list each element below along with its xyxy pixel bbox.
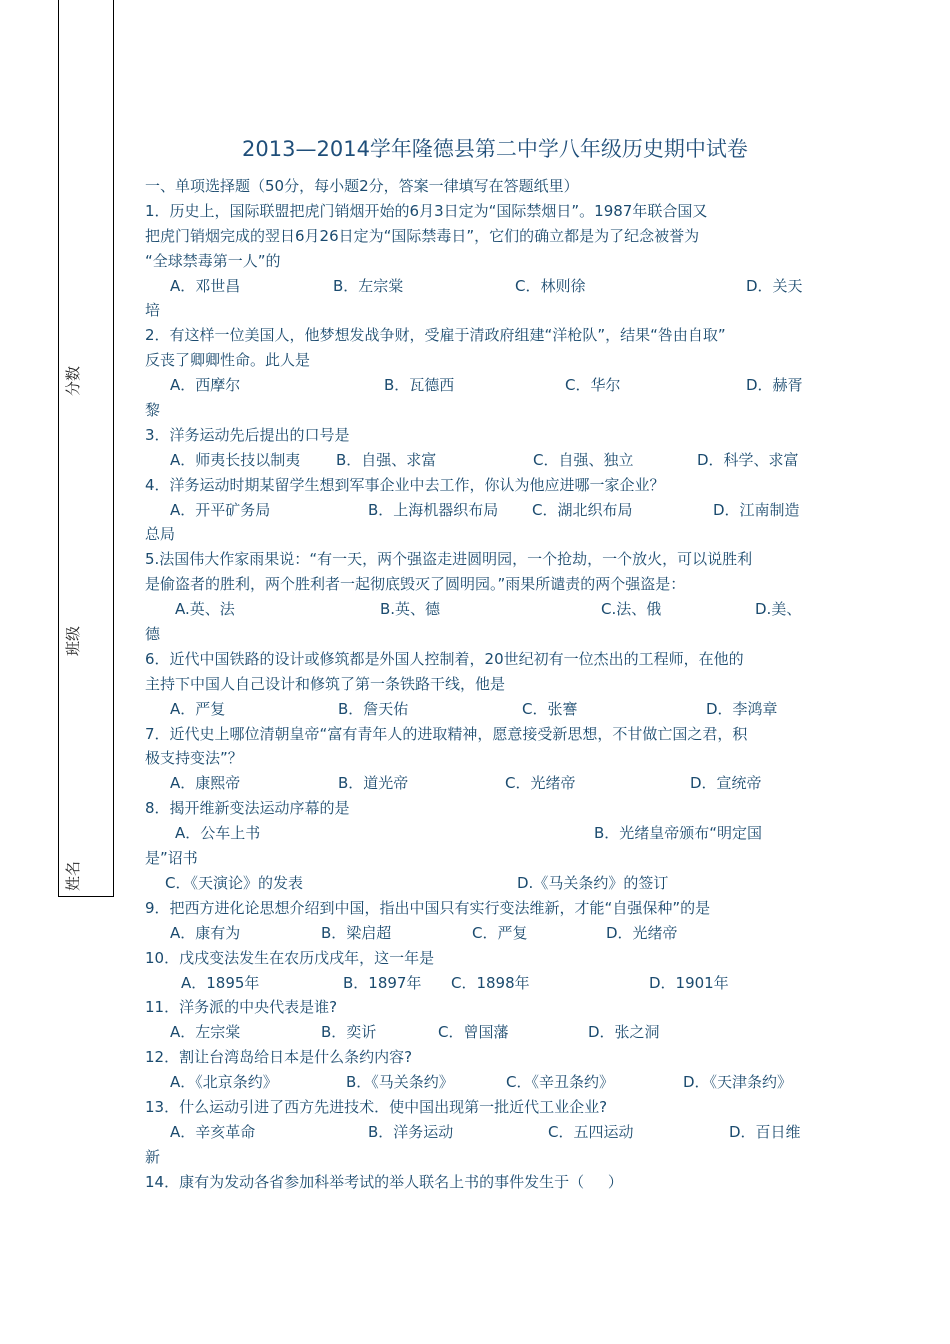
- question-2-options: [145, 373, 810, 398]
- question-6-line-1: 6．近代中国铁路的设计或修筑都是外国人控制着，20世纪初有一位杰出的工程师，在他的: [145, 649, 744, 668]
- option-b: B．自强、求富: [336, 450, 437, 469]
- question-8-options-row-1: [145, 821, 810, 846]
- option-d: D.美、: [755, 600, 802, 619]
- option-d: D．江南制造: [713, 500, 800, 519]
- option-a: A．左宗棠: [170, 1023, 241, 1042]
- option-b: B．左宗棠: [333, 276, 404, 295]
- option-a: A．邓世昌: [170, 276, 241, 295]
- question-8-option-wrap: 是”诏书: [145, 849, 198, 868]
- question-11-line-1: 11．洋务派的中央代表是谁?: [145, 998, 338, 1017]
- question-3-options: [145, 448, 810, 473]
- question-8-line-1: 8．揭开维新变法运动序幕的是: [145, 799, 350, 818]
- option-a: A．辛亥革命: [170, 1122, 256, 1141]
- option-d: D．关天: [746, 276, 803, 295]
- option-c: C．1898年: [451, 973, 530, 992]
- option-d: D．《天津条约》: [683, 1073, 793, 1092]
- question-1-line-2: 把虎门销烟完成的翌日6月26日定为“国际禁毒日”，它们的确立都是为了纪念被誉为: [145, 226, 700, 245]
- option-a: A．西摩尔: [170, 376, 241, 395]
- exam-content: [145, 174, 810, 1195]
- question-5-options: [145, 597, 810, 622]
- question-13-option-wrap: 新: [145, 1147, 161, 1166]
- option-d: D．宣统帝: [690, 774, 762, 793]
- question-4-option-wrap: 总局: [145, 525, 176, 544]
- option-c: C．五四运动: [548, 1122, 634, 1141]
- option-c: C．张謇: [522, 699, 578, 718]
- question-9-line-1: 9．把西方进化论思想介绍到中国，指出中国只有实行变法维新，才能“自强保种”的是: [145, 898, 711, 917]
- option-a: A．康有为: [170, 923, 241, 942]
- question-4-line-1: 4．洋务运动时期某留学生想到军事企业中去工作，你认为他应进哪一家企业？: [145, 475, 665, 494]
- question-2-line-1: 2．有这样一位美国人，他梦想发战争财，受雇于清政府组建“洋枪队”，结果“咎由自取”: [145, 326, 726, 345]
- option-a: A．师夷长技以制夷: [170, 450, 301, 469]
- question-10-options: [145, 971, 810, 996]
- option-c: C．光绪帝: [505, 774, 576, 793]
- question-6-options: [145, 697, 810, 722]
- option-d: D．百日维: [729, 1122, 801, 1141]
- option-c: C.法、俄: [601, 600, 662, 619]
- option-b: B．光绪皇帝颁布“明定国: [594, 824, 763, 843]
- option-b: B．上海机器织布局: [368, 500, 499, 519]
- option-a: A．《北京条约》: [170, 1073, 278, 1092]
- exam-title: 2013—2014学年隆德县第二中学八年级历史期中试卷: [242, 137, 748, 161]
- option-b: B．瓦德西: [384, 376, 455, 395]
- question-12-options: [145, 1070, 810, 1095]
- class-label: 班级: [64, 625, 82, 656]
- question-14-line-1: 14．康有为发动各省参加科举考试的举人联名上书的事件发生于（ ）: [145, 1172, 623, 1191]
- question-11-options: [145, 1020, 810, 1045]
- option-a: A．1895年: [181, 973, 260, 992]
- question-7-line-1: 7．近代史上哪位清朝皇帝“富有青年人的进取精神，愿意接受新思想，不甘做亡国之君，积: [145, 724, 748, 743]
- option-d: D．1901年: [649, 973, 729, 992]
- question-1-options: [145, 274, 810, 299]
- question-13-options: [145, 1120, 810, 1145]
- option-c: C．曾国藩: [438, 1023, 509, 1042]
- score-label: 分数: [64, 365, 82, 396]
- question-5-option-wrap: 德: [145, 625, 161, 644]
- option-c: C．湖北织布局: [532, 500, 633, 519]
- section-heading: 一、单项选择题（50分，每小题2分，答案一律填写在答题纸里）: [145, 177, 579, 195]
- option-b: B．洋务运动: [368, 1122, 454, 1141]
- option-a: A.英、法: [175, 600, 235, 619]
- question-5-line-1: 5.法国伟大作家雨果说：“有一天，两个强盗走进圆明园，一个抢劫，一个放火，可以说胜利: [145, 550, 753, 569]
- option-b: B.英、德: [380, 600, 441, 619]
- option-d: D．科学、求富: [697, 450, 799, 469]
- question-2-line-2: 反丧了卿卿性命。此人是: [145, 351, 311, 370]
- option-b: B．1897年: [343, 973, 422, 992]
- name-label: 姓名: [64, 860, 82, 891]
- question-2-option-wrap: 黎: [145, 401, 161, 420]
- option-a: A．公车上书: [175, 824, 261, 843]
- question-6-line-2: 主持下中国人自己设计和修筑了第一条铁路干线，他是: [145, 674, 506, 693]
- option-b: B．道光帝: [338, 774, 409, 793]
- question-13-line-1: 13．什么运动引进了西方先进技术．使中国出现第一批近代工业企业?: [145, 1097, 608, 1116]
- option-d: D．张之洞: [588, 1023, 660, 1042]
- question-1-line-1: 1．历史上，国际联盟把虎门销烟开始的6月3日定为“国际禁烟日”。1987年联合国又: [145, 201, 708, 220]
- question-7-line-2: 极支持变法”？: [145, 749, 243, 768]
- option-b: B．詹天佑: [338, 699, 409, 718]
- option-c: C．《辛丑条约》: [506, 1073, 614, 1092]
- option-c: C．华尔: [565, 376, 621, 395]
- question-10-line-1: 10．戊戌变法发生在农历戊戌年，这一年是: [145, 948, 435, 967]
- option-d: D.《马关条约》的签订: [517, 873, 669, 892]
- option-c: C．自强、独立: [533, 450, 634, 469]
- question-3-line-1: 3．洋务运动先后提出的口号是: [145, 425, 350, 444]
- question-8-options-row-2: [145, 871, 810, 896]
- option-d: D．赫胥: [746, 376, 803, 395]
- question-5-line-2: 是偷盗者的胜利，两个胜利者一起彻底毁灭了圆明园。”雨果所谴责的两个强盗是：: [145, 575, 686, 594]
- option-b: B．《马关条约》: [346, 1073, 454, 1092]
- option-c: C．严复: [472, 923, 528, 942]
- option-b: B．奕䜣: [321, 1023, 377, 1042]
- question-7-options: [145, 771, 810, 796]
- option-d: D．李鸿章: [706, 699, 778, 718]
- question-1-line-3: “全球禁毒第一人”的: [145, 251, 281, 270]
- option-c: C．林则徐: [515, 276, 586, 295]
- question-4-options: [145, 498, 810, 523]
- option-d: D．光绪帝: [606, 923, 678, 942]
- option-a: A．康熙帝: [170, 774, 241, 793]
- question-12-line-1: 12．割让台湾岛给日本是什么条约内容?: [145, 1048, 413, 1067]
- option-a: A．开平矿务局: [170, 500, 271, 519]
- question-9-options: [145, 921, 810, 946]
- option-a: A．严复: [170, 699, 226, 718]
- question-1-option-wrap: 培: [145, 301, 161, 320]
- option-c: C．《天演论》的发表: [165, 873, 303, 892]
- option-b: B．梁启超: [321, 923, 392, 942]
